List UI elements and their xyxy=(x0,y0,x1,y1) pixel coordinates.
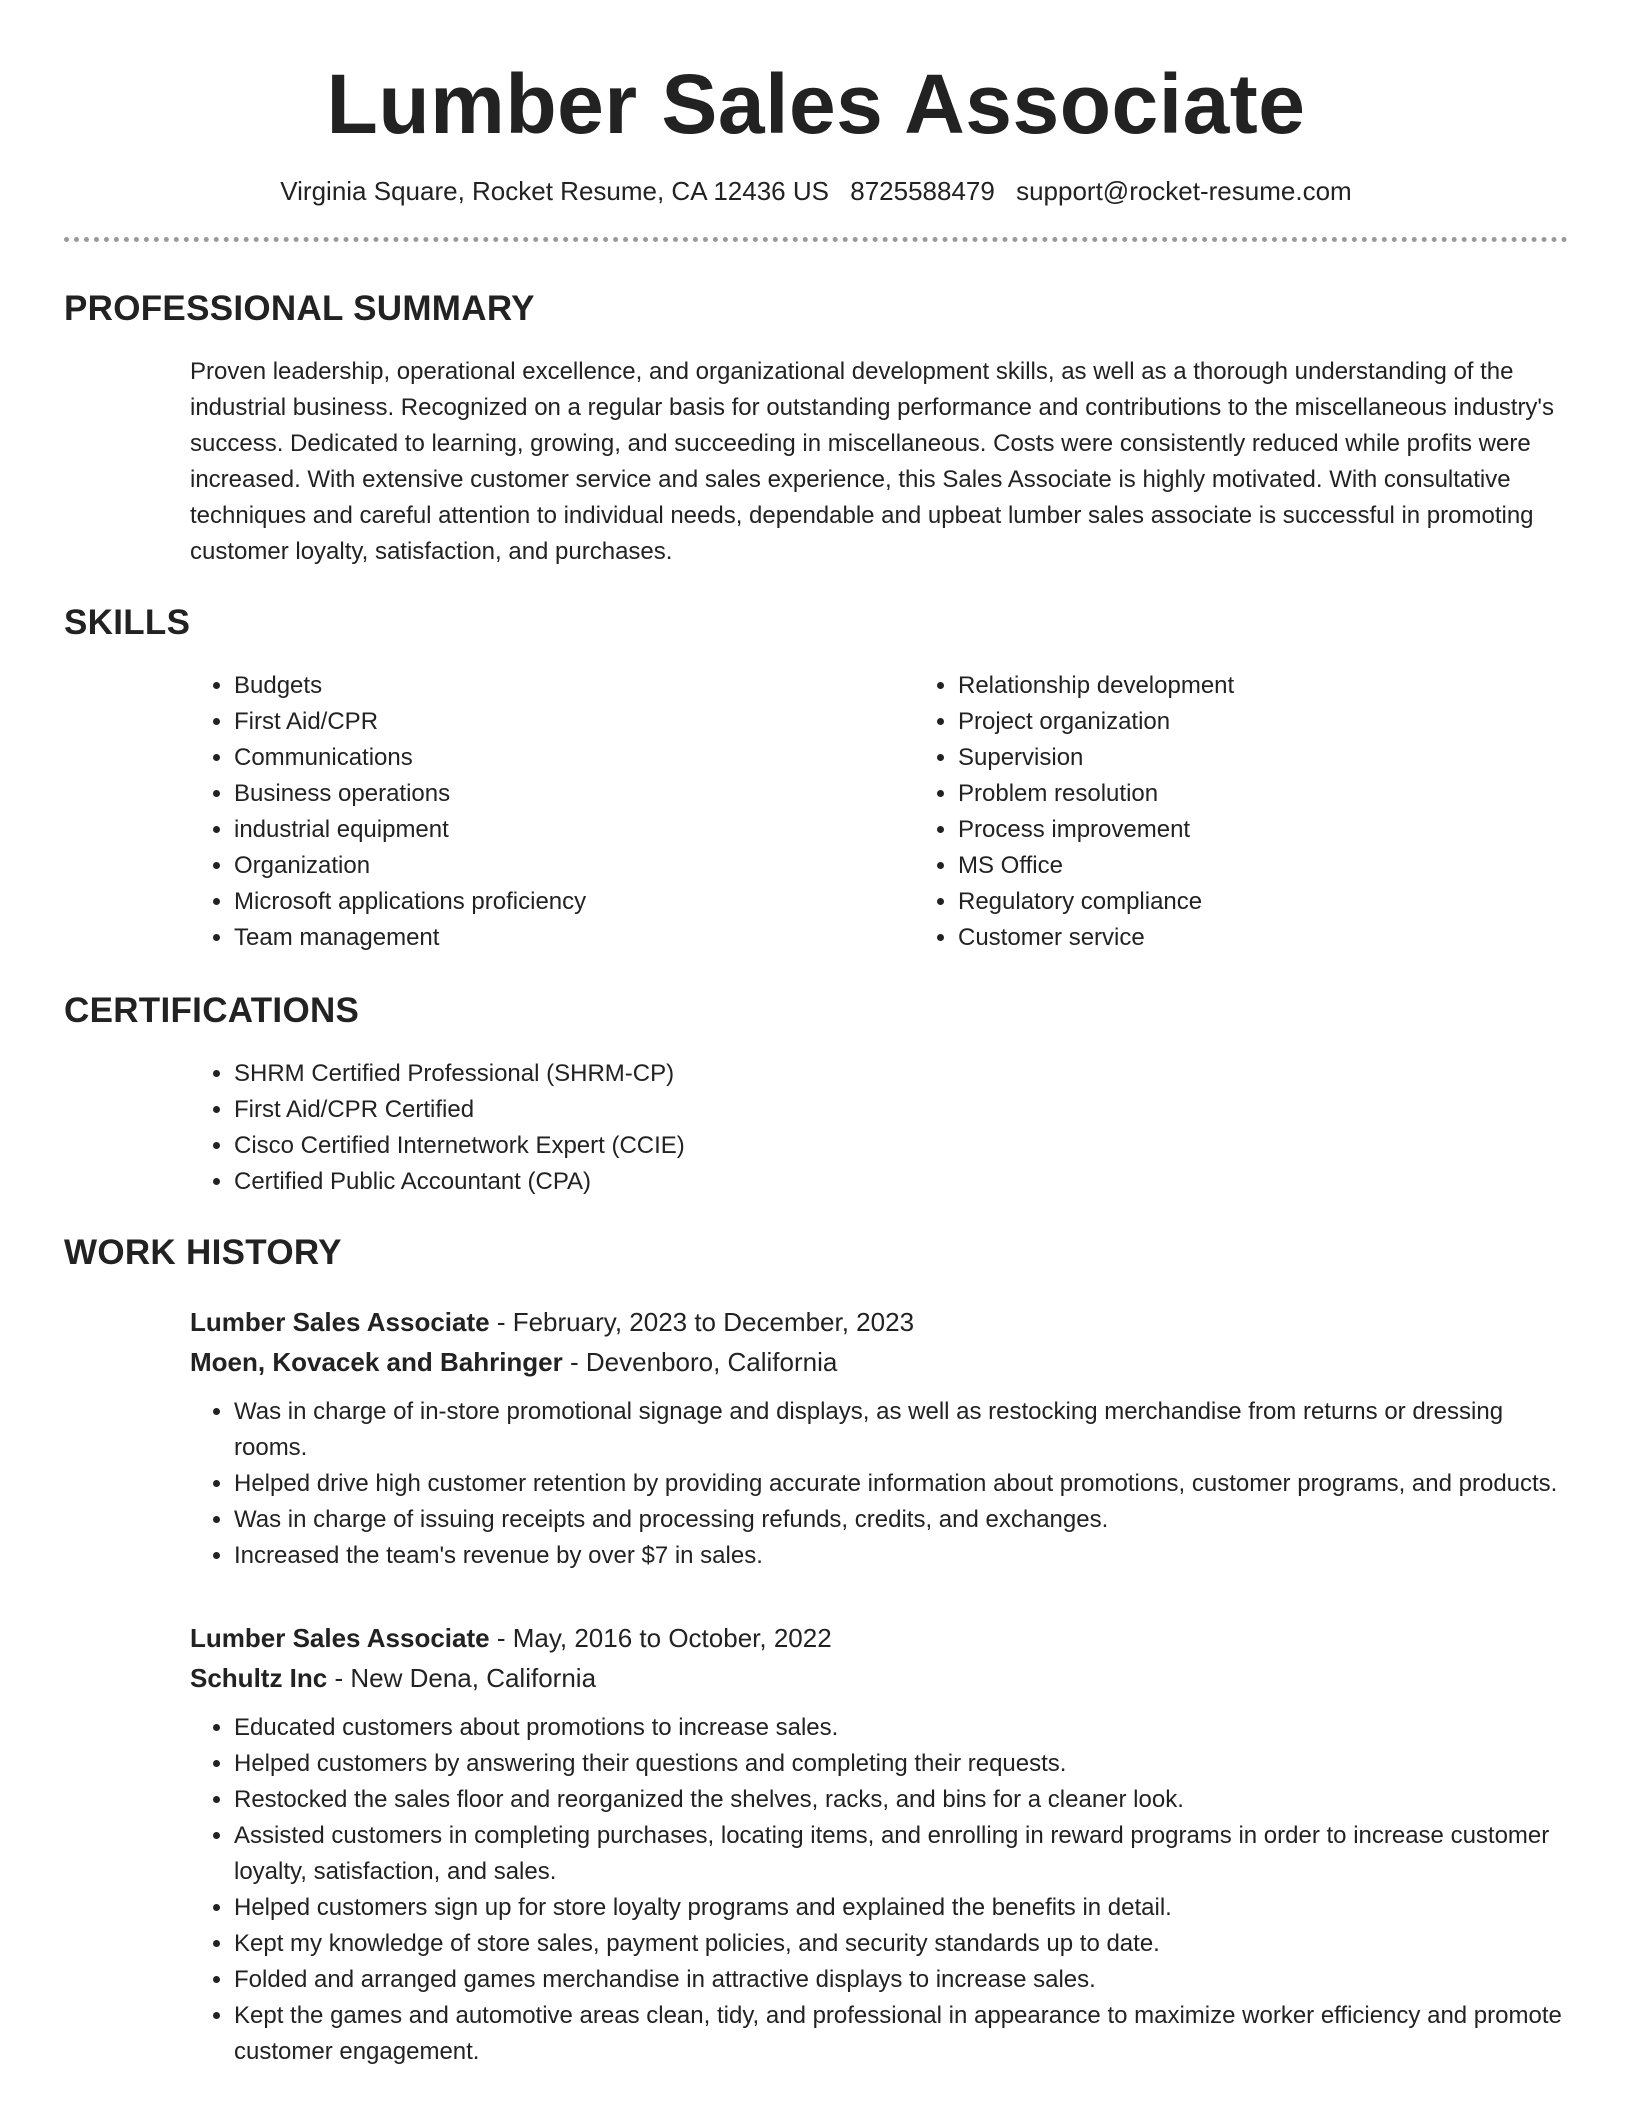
list-item: • Helped drive high customer retention by providing accurate information about promotions, customer programs, and products. xyxy=(234,1466,1568,1502)
list-item: • Budgets xyxy=(234,668,914,704)
skills-section xyxy=(64,602,1568,956)
list-item: • First Aid/CPR Certified xyxy=(234,1092,1568,1128)
list-item: • Was in charge of in-store promotional signage and displays, as well as restocking merchandise from returns or dressing rooms. xyxy=(234,1394,1568,1466)
job-bullets xyxy=(190,1710,1568,2070)
skills-list-left xyxy=(190,668,914,956)
list-item: • Assisted customers in completing purchases, locating items, and enrolling in reward programs in order to increase customer loyalty, satisfaction, and sales. xyxy=(234,1818,1568,1890)
job-bullets xyxy=(190,1394,1568,1574)
job-title: Lumber Sales Associate xyxy=(190,1307,490,1338)
certifications-list xyxy=(190,1056,1568,1200)
candidate-name: Lumber Sales Associate xyxy=(326,57,1306,151)
section-title-work-history: WORK HISTORY xyxy=(64,1233,342,1273)
job-company-line xyxy=(190,1342,1568,1382)
list-item: • MS Office xyxy=(958,848,1632,884)
job-location: - New Dena, California xyxy=(327,1663,597,1694)
section-title-certifications: CERTIFICATIONS xyxy=(64,991,360,1031)
section-title-summary: PROFESSIONAL SUMMARY xyxy=(64,289,535,329)
header-divider xyxy=(64,237,1568,242)
job-title-line xyxy=(190,1618,1568,1658)
list-item: • Folded and arranged games merchandise in attractive displays to increase sales. xyxy=(234,1962,1568,1998)
list-item: • Increased the team's revenue by over $7 in sales. xyxy=(234,1538,1568,1574)
list-item: • Relationship development xyxy=(958,668,1632,704)
list-item: • Microsoft applications proficiency xyxy=(234,884,914,920)
list-item: • Process improvement xyxy=(958,812,1632,848)
list-item: • Was in charge of issuing receipts and processing refunds, credits, and exchanges. xyxy=(234,1502,1568,1538)
contact-line xyxy=(64,176,1568,207)
list-item: • Regulatory compliance xyxy=(958,884,1632,920)
certifications-section xyxy=(64,990,1568,1200)
list-item: • First Aid/CPR xyxy=(234,704,914,740)
list-item: • Helped customers by answering their questions and completing their requests. xyxy=(234,1746,1568,1782)
work-history-section xyxy=(64,1232,1568,2070)
email: support@rocket-resume.com xyxy=(1016,176,1352,206)
list-item: • Organization xyxy=(234,848,914,884)
summary-text: Proven leadership, operational excellence, and organizational development skills, as well as a thorough understanding of the industrial business. Recognized on a regular basis for outstanding performance and contributions to the miscellaneous industry's success. Dedicated to learning, growing, and succeeding in miscellaneous. Costs were consistently reduced while profits were increased. With extensive customer service and sales experience, this Sales Associate is highly motivated. With consultative techniques and careful attention to individual needs, dependable and upbeat lumber sales associate is successful in promoting customer loyalty, satisfaction, and purchases. xyxy=(190,358,1555,566)
job-company: Moen, Kovacek and Bahringer xyxy=(190,1347,563,1378)
job-title: Lumber Sales Associate xyxy=(190,1623,490,1654)
job-dates: - February, 2023 to December, 2023 xyxy=(489,1307,915,1338)
list-item: • Restocked the sales floor and reorganized the shelves, racks, and bins for a cleaner look. xyxy=(234,1782,1568,1818)
job-title-line xyxy=(190,1302,1568,1342)
job-company-line xyxy=(190,1658,1568,1698)
job-entry xyxy=(190,1302,1568,1574)
list-item: • Communications xyxy=(234,740,914,776)
phone: 8725588479 xyxy=(850,176,995,206)
list-item: • Kept my knowledge of store sales, payment policies, and security standards up to date. xyxy=(234,1926,1568,1962)
list-item: • Project organization xyxy=(958,704,1632,740)
list-item: • Educated customers about promotions to increase sales. xyxy=(234,1710,1568,1746)
address: Virginia Square, Rocket Resume, CA 12436 US xyxy=(280,176,829,206)
list-item: • Problem resolution xyxy=(958,776,1632,812)
list-item: • Business operations xyxy=(234,776,914,812)
list-item: • Certified Public Accountant (CPA) xyxy=(234,1164,1568,1200)
list-item: • Team management xyxy=(234,920,914,956)
list-item: • industrial equipment xyxy=(234,812,914,848)
job-dates: - May, 2016 to October, 2022 xyxy=(489,1623,832,1654)
list-item: • Kept the games and automotive areas clean, tidy, and professional in appearance to maximize worker efficiency and promote customer engagement. xyxy=(234,1998,1568,2070)
list-item: • Customer service xyxy=(958,920,1632,956)
list-item: • Cisco Certified Internetwork Expert (CCIE) xyxy=(234,1128,1568,1164)
skills-list-right xyxy=(914,668,1632,956)
job-location: - Devenboro, California xyxy=(562,1347,838,1378)
summary-section xyxy=(64,288,1568,570)
list-item: • SHRM Certified Professional (SHRM-CP) xyxy=(234,1056,1568,1092)
job-entry xyxy=(190,1618,1568,2070)
section-title-skills: SKILLS xyxy=(64,603,191,643)
job-company: Schultz Inc xyxy=(190,1663,328,1694)
skills-columns xyxy=(190,668,1568,956)
list-item: • Supervision xyxy=(958,740,1632,776)
list-item: • Helped customers sign up for store loyalty programs and explained the benefits in detail. xyxy=(234,1890,1568,1926)
